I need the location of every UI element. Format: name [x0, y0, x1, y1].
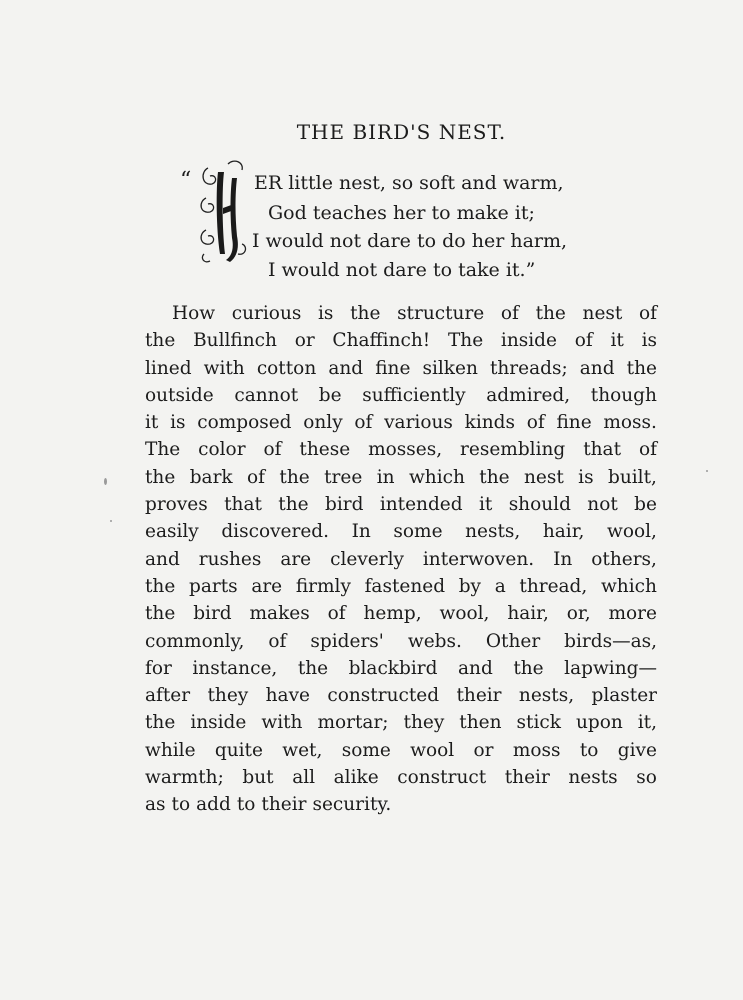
paper-speck: [104, 478, 107, 485]
prose-word: should: [508, 494, 571, 516]
prose-word: a: [494, 575, 506, 597]
poem-line: I would not dare to do her harm,: [252, 230, 568, 252]
prose-word: or,: [566, 603, 591, 625]
prose-word: that: [224, 494, 262, 516]
prose-word: then: [459, 712, 502, 734]
prose-word: wool,: [607, 521, 657, 543]
prose-word: the: [145, 330, 176, 352]
prose-word: security.: [312, 794, 392, 816]
poem-line: I would not dare to take it.”: [268, 259, 536, 281]
prose-word: some: [393, 521, 443, 543]
prose-word: resembling: [460, 439, 566, 461]
prose-word: these: [299, 439, 351, 461]
prose-word: nests,: [518, 685, 575, 707]
prose-word: wool,: [439, 603, 490, 625]
prose-word: Bullfinch: [193, 330, 277, 352]
prose-word: Chaffinch!: [332, 330, 431, 352]
prose-word: the: [145, 466, 176, 488]
prose-word: their: [456, 685, 502, 707]
prose-word: nests: [568, 767, 618, 789]
prose-word: with: [203, 357, 245, 379]
prose-word: and: [145, 548, 180, 570]
prose-word: have: [265, 685, 310, 707]
prose-line: [145, 709, 657, 736]
prose-word: fine: [375, 357, 411, 379]
prose-word: which: [600, 575, 657, 597]
prose-word: is: [170, 412, 186, 434]
ornamental-drop-cap-h-icon: [198, 158, 250, 266]
prose-word: interwoven.: [422, 548, 535, 570]
prose-line: [145, 655, 657, 682]
prose-word: the: [145, 712, 176, 734]
prose-word: of: [247, 466, 266, 488]
prose-line: [145, 327, 657, 354]
prose-word: the: [535, 303, 566, 324]
prose-word: all: [292, 767, 316, 789]
prose-line: [145, 600, 657, 627]
prose-word: fine: [556, 412, 592, 434]
prose-word: though: [590, 384, 657, 406]
prose-word: only: [303, 412, 343, 434]
prose-word: add: [196, 794, 231, 816]
prose-word: proves: [145, 494, 208, 516]
prose-word: more: [608, 603, 657, 625]
prose-word: of: [574, 330, 593, 352]
prose-line: [145, 546, 657, 573]
prose-word: of: [639, 303, 657, 324]
prose-word: is: [318, 303, 334, 324]
prose-word: intended: [379, 494, 463, 516]
prose-word: the: [350, 303, 381, 324]
prose-word: the: [145, 603, 176, 625]
prose-word: nests,: [465, 521, 521, 543]
prose-word: discovered.: [221, 521, 330, 543]
prose-word: cleverly: [330, 548, 404, 570]
prose-word: alike: [333, 767, 379, 789]
prose-line: [145, 791, 657, 818]
prose-word: nest: [582, 303, 623, 324]
prose-word: wool: [410, 739, 455, 761]
prose-word: the: [513, 657, 544, 679]
prose-word: by: [458, 575, 482, 597]
prose-word: easily: [145, 521, 199, 543]
prose-word: it: [610, 330, 624, 352]
prose-word: thread,: [519, 575, 588, 597]
prose-word: and: [458, 657, 493, 679]
prose-word: parts: [188, 575, 238, 597]
prose-word: In: [351, 521, 371, 543]
prose-word: of: [526, 412, 545, 434]
prose-word: composed: [197, 412, 292, 434]
prose-line: [145, 464, 657, 491]
prose-word: the: [626, 357, 657, 379]
prose-word: of: [354, 412, 373, 434]
prose-word: cotton: [256, 357, 317, 379]
prose-word: lapwing—: [564, 657, 657, 679]
prose-word: outside: [145, 384, 214, 406]
prose-word: so: [636, 767, 657, 789]
prose-word: and: [328, 357, 364, 379]
prose-line: [145, 573, 657, 600]
prose-word: constructed: [327, 685, 440, 707]
prose-word: to: [579, 739, 599, 761]
prose-word: to: [236, 794, 256, 816]
prose-word: give: [617, 739, 657, 761]
prose-word: with: [261, 712, 303, 734]
prose-word: webs.: [407, 630, 462, 652]
prose-word: wet,: [282, 739, 323, 761]
poem-line: God teaches her to make it;: [268, 202, 535, 224]
prose-word: of: [263, 439, 282, 461]
prose-word: The: [447, 330, 484, 352]
prose-word: fastened: [364, 575, 446, 597]
prose-word: quite: [214, 739, 263, 761]
prose-line: [145, 436, 657, 463]
paper-speck: [110, 520, 112, 522]
prose-word: be: [318, 384, 342, 406]
prose-word: of: [268, 630, 287, 652]
prose-word: that: [583, 439, 622, 461]
prose-word: inside: [190, 712, 247, 734]
prose-word: hemp,: [363, 603, 422, 625]
prose-word: moss.: [603, 412, 657, 434]
prose-word: warmth;: [145, 767, 224, 789]
prose-word: the: [278, 494, 309, 516]
page-title: THE BIRD'S NEST.: [296, 120, 507, 144]
prose-word: are: [280, 548, 312, 570]
prose-word: the: [145, 575, 176, 597]
prose-word: of: [638, 439, 657, 461]
prose-word: bark: [189, 466, 233, 488]
prose-line: [145, 764, 657, 791]
prose-word: cannot: [234, 384, 299, 406]
prose-word: is: [641, 330, 657, 352]
prose-word: of: [500, 303, 519, 324]
prose-word: the: [479, 466, 510, 488]
prose-word: The: [145, 439, 181, 461]
prose-word: bird: [324, 494, 364, 516]
prose-word: hair,: [542, 521, 585, 543]
prose-word: plaster: [591, 685, 657, 707]
prose-word: but: [242, 767, 274, 789]
prose-word: as: [145, 794, 166, 816]
prose-word: bird: [193, 603, 232, 625]
prose-word: it,: [637, 712, 657, 734]
prose-word: spiders': [310, 630, 384, 652]
prose-line: [145, 355, 657, 382]
poem-line: ER little nest, so soft and warm,: [254, 172, 564, 194]
prose-word: sufficiently: [362, 384, 466, 406]
prose-word: or: [294, 330, 315, 352]
prose-word: commonly,: [145, 630, 245, 652]
prose-word: blackbird: [348, 657, 438, 679]
prose-word: admired,: [486, 384, 571, 406]
prose-word: How: [172, 303, 216, 324]
prose-word: threads;: [489, 357, 568, 379]
prose-word: some: [341, 739, 391, 761]
prose-word: various: [384, 412, 453, 434]
prose-line: [145, 518, 657, 545]
prose-line: [145, 682, 657, 709]
prose-line: [145, 737, 657, 764]
prose-word: it: [478, 494, 493, 516]
prose-word: mortar;: [317, 712, 389, 734]
prose-line: [145, 300, 657, 327]
prose-word: they: [403, 712, 445, 734]
prose-word: nest: [523, 466, 564, 488]
prose-word: which: [408, 466, 465, 488]
prose-word: the: [297, 657, 329, 679]
prose-word: firmly: [295, 575, 351, 597]
prose-word: In: [553, 548, 573, 570]
prose-word: while: [145, 739, 196, 761]
prose-word: not: [587, 494, 618, 516]
prose-word: for: [145, 657, 172, 679]
prose-word: and: [579, 357, 615, 379]
prose-line: [145, 382, 657, 409]
prose-word: to: [171, 794, 191, 816]
prose-word: in: [376, 466, 395, 488]
prose-word: Other: [485, 630, 541, 652]
prose-word: the: [279, 466, 310, 488]
prose-word: be: [634, 494, 657, 516]
prose-word: of: [327, 603, 346, 625]
prose-word: makes: [249, 603, 310, 625]
prose-word: kinds: [464, 412, 516, 434]
prose-word: inside: [500, 330, 557, 352]
prose-word: rushes: [198, 548, 262, 570]
prose-word: structure: [397, 303, 485, 324]
prose-word: stick: [516, 712, 561, 734]
prose-word: tree: [324, 466, 363, 488]
prose-line: [145, 491, 657, 518]
prose-word: or: [473, 739, 494, 761]
prose-word: after: [145, 685, 191, 707]
paper-speck: [706, 470, 708, 472]
body-paragraph: [145, 300, 657, 819]
prose-word: are: [251, 575, 283, 597]
prose-word: hair,: [507, 603, 549, 625]
prose-word: curious: [231, 303, 302, 324]
opening-quote: “: [180, 168, 192, 193]
prose-word: lined: [145, 357, 192, 379]
prose-word: others,: [591, 548, 657, 570]
prose-line: [145, 628, 657, 655]
prose-word: built,: [607, 466, 657, 488]
prose-line: [145, 409, 657, 436]
prose-word: mosses,: [368, 439, 443, 461]
prose-word: silken: [422, 357, 478, 379]
prose-word: construct: [397, 767, 487, 789]
prose-word: color: [198, 439, 246, 461]
prose-word: their: [261, 794, 307, 816]
prose-word: birds—as,: [564, 630, 657, 652]
prose-word: instance,: [192, 657, 278, 679]
prose-word: upon: [575, 712, 623, 734]
prose-word: they: [207, 685, 249, 707]
prose-word: their: [504, 767, 550, 789]
prose-word: is: [578, 466, 594, 488]
prose-word: it: [145, 412, 159, 434]
prose-word: moss: [512, 739, 561, 761]
